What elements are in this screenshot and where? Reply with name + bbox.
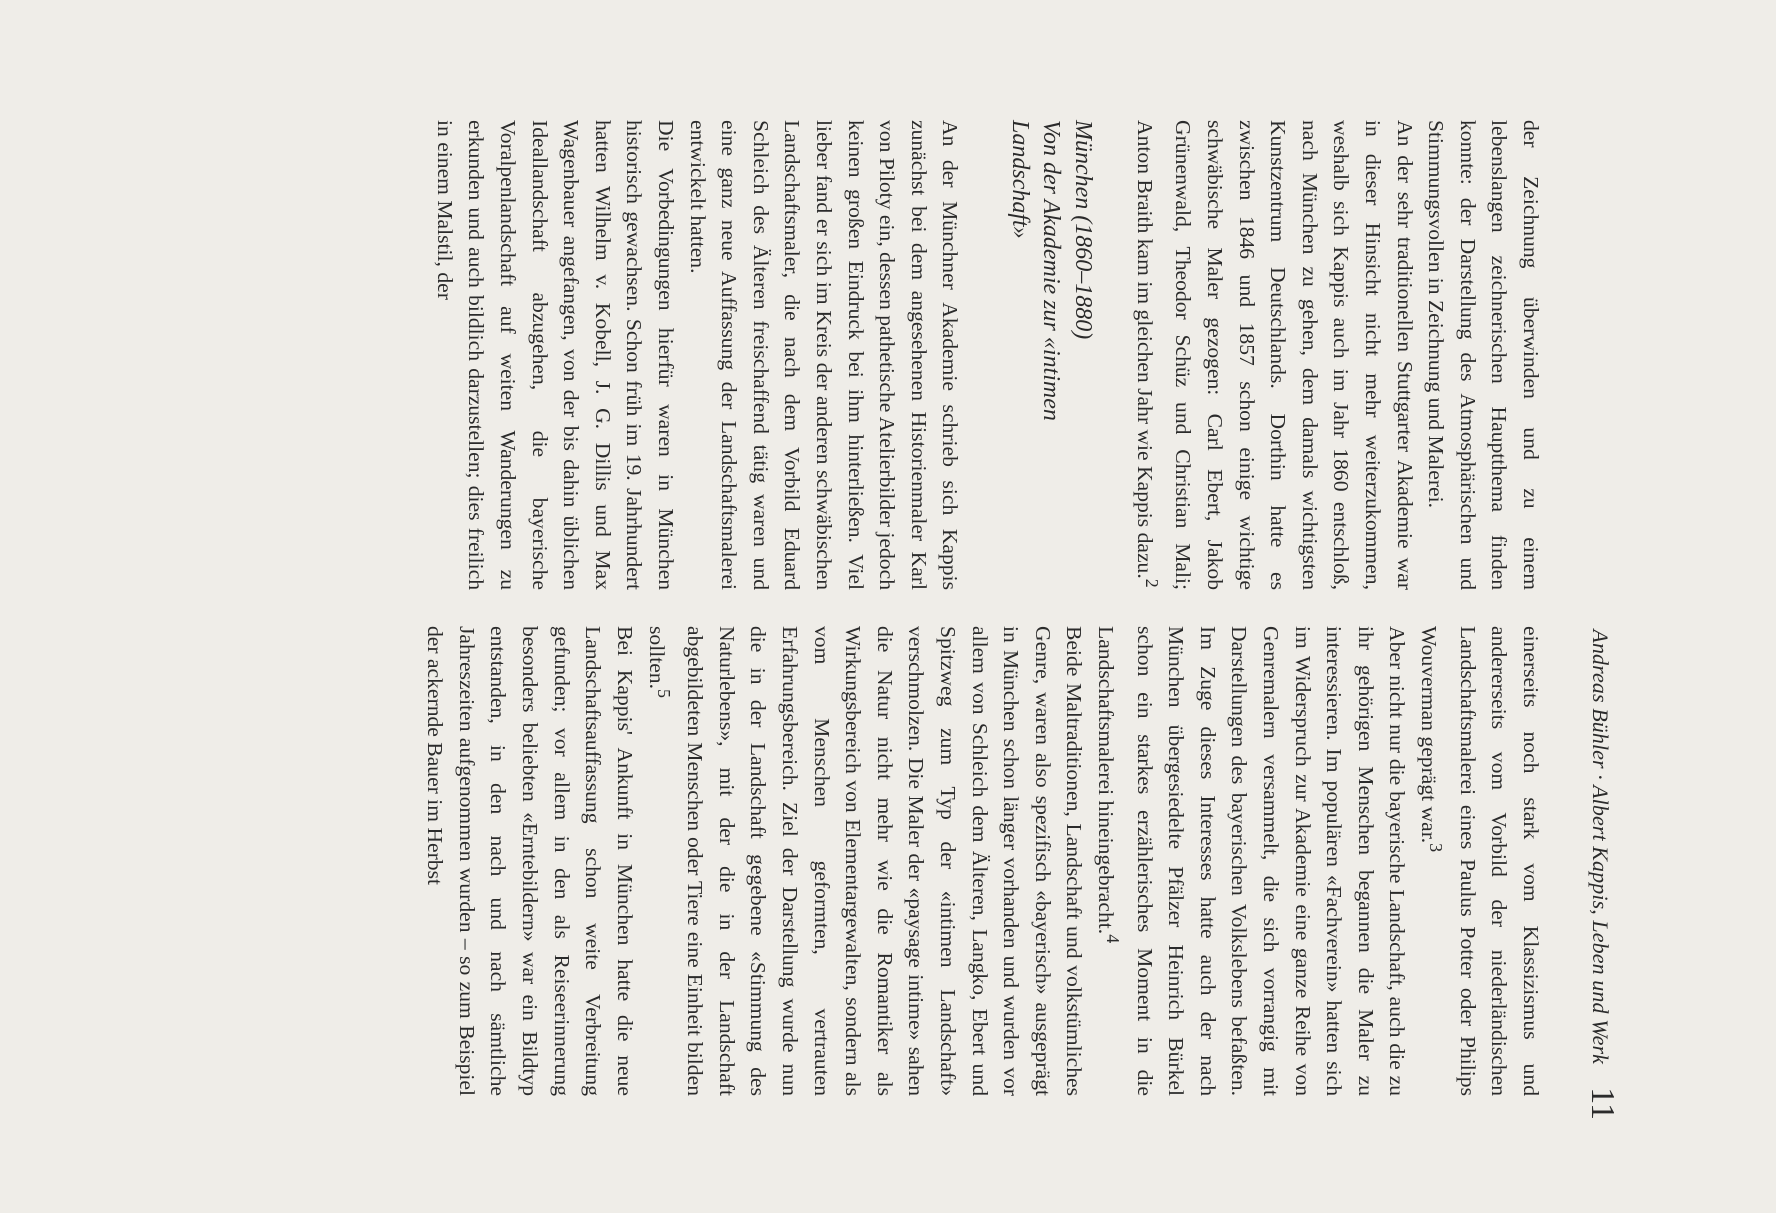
footnote-marker: 4	[1103, 934, 1124, 944]
paragraph: Beide Maltraditionen, Landschaft und volkstümliches Genre, waren also spezifisch «bayerisch» ausgeprägt in München schon länger vorhanden und wurden vor allem von Schleich dem Älteren, Langko, Ebert und Spitzweg zum Typ der «intimen Landschaft» verschmolzen. Die Maler der «paysage intime» sahen die Natur nicht mehr wie die Romantiker als Wirkungsbereich von Elementargewalten, sondern als vom Menschen geformten, vertrauten Erfahrungsbereich. Ziel der Darstellung wurde nun die in der Landschaft gegebene «Stimmung des Naturlebens», mit der die in der Landschaft abgebildeten Menschen oder Tiere eine Einheit bilden sollten.$^5$	[644, 626, 1087, 1096]
section-heading	[1003, 120, 1098, 590]
paragraph: Bei Kappis' Ankunft in München hatte die neue Landschaftsauffassung schon weite Verbreitung gefunden; vor allem in den als Reiseerinnerung besonders beliebten «Erntebildern» war ein Bildtyp entstanden, in den nach und nach sämtliche Jahreszeiten aufgenommen wurden – so zum Beispiel der ackernde Bauer im Herbst	[423, 626, 637, 1096]
right-column	[419, 626, 1546, 1096]
left-column	[428, 120, 1546, 590]
heading-line: Von der Akademie zur «intimen	[1038, 120, 1065, 421]
paragraph: An der Münchner Akademie schrieb sich Kappis zunächst bei dem angesehenen Historienmaler Karl von Piloty ein, dessen pathetische Atelierbilder jedoch keinen großen Eindruck bei ihm hinterließen. Viel lieber fand er sich im Kreis der anderen schwäbischen Landschaftsmaler, die nach dem Vorbild Eduard Schleich des Älteren freischaffend tätig waren und eine ganz neue Auffassung der Landschaftsmalerei entwickelt hatten.	[685, 120, 963, 590]
paragraph: Aber nicht nur die bayerische Landschaft, auch die zu ihr gehörigen Menschen begannen die Maler zu interessieren. Im populären «Fachverein» hatten sich im Widerspruch zur Akademie eine ganze Reihe von Genremalern versammelt, die sich vorrangig mit Darstellungen des bayerischen Volkslebens befaßten. Im Zuge dieses Interesses hatte auch der nach München übergesiedelte Pfälzer Heinrich Bürkel schon ein starkes erzählerisches Moment in die Landschaftsmalerei hineingebracht.$^4$	[1093, 626, 1410, 1096]
heading-line: München (1860–1880)	[1070, 120, 1097, 340]
paragraph: der Zeichnung überwinden und zu einem lebenslangen zeichnerischen Hauptthema finden konnte: der Darstellung des Atmosphärischen und Stimmungsvollen in Zeichnung und Malerei.	[1424, 120, 1543, 590]
page-number: 11	[1584, 1087, 1621, 1120]
footnote-marker: 3	[1426, 843, 1447, 853]
footnote-marker: 2	[1141, 578, 1162, 588]
running-title: Andreas Bühler · Albert Kappis, Leben und Werk	[1588, 629, 1613, 1064]
running-head	[1571, 120, 1621, 1120]
footnote-marker: 5	[653, 688, 674, 698]
paragraph: einerseits noch stark vom Klassizismus und andererseits vom Vorbild der niederländischen Landschaftsmalerei eines Paulus Potter oder Philips Wouverman geprägt war.$^3$	[1417, 626, 1543, 1096]
paragraph: Die Vorbedingungen hierfür waren in München historisch gewachsen. Schon früh im 19. Jahrhundert hatten Wilhelm v. Kobell, J. G. Dillis und Max Wagenbauer angefangen, von der bis dahin üblichen Ideallandschaft abzugehen, die bayerische Voralpenlandschaft auf weiten Wanderungen zu erkunden und auch bildlich darzustellen; dies freilich in einem Malstil, der	[432, 120, 678, 590]
heading-line: Landschaft»	[1006, 120, 1033, 239]
paragraph: An der sehr traditionellen Stuttgarter Akademie war in dieser Hinsicht nicht mehr weiterzukommen, weshalb sich Kappis auch im Jahr 1860 entschloß, nach München zu gehen, dem damals wichtigsten Kunstzentrum Deutschlands. Dorthin hatte es zwischen 1846 und 1857 schon einige wichtige schwäbische Maler gezogen: Carl Ebert, Jakob Grünenwald, Theodor Schüz und Christian Mali; Anton Braith kam im gleichen Jahr wie Kappis dazu.$^2$	[1132, 120, 1417, 590]
